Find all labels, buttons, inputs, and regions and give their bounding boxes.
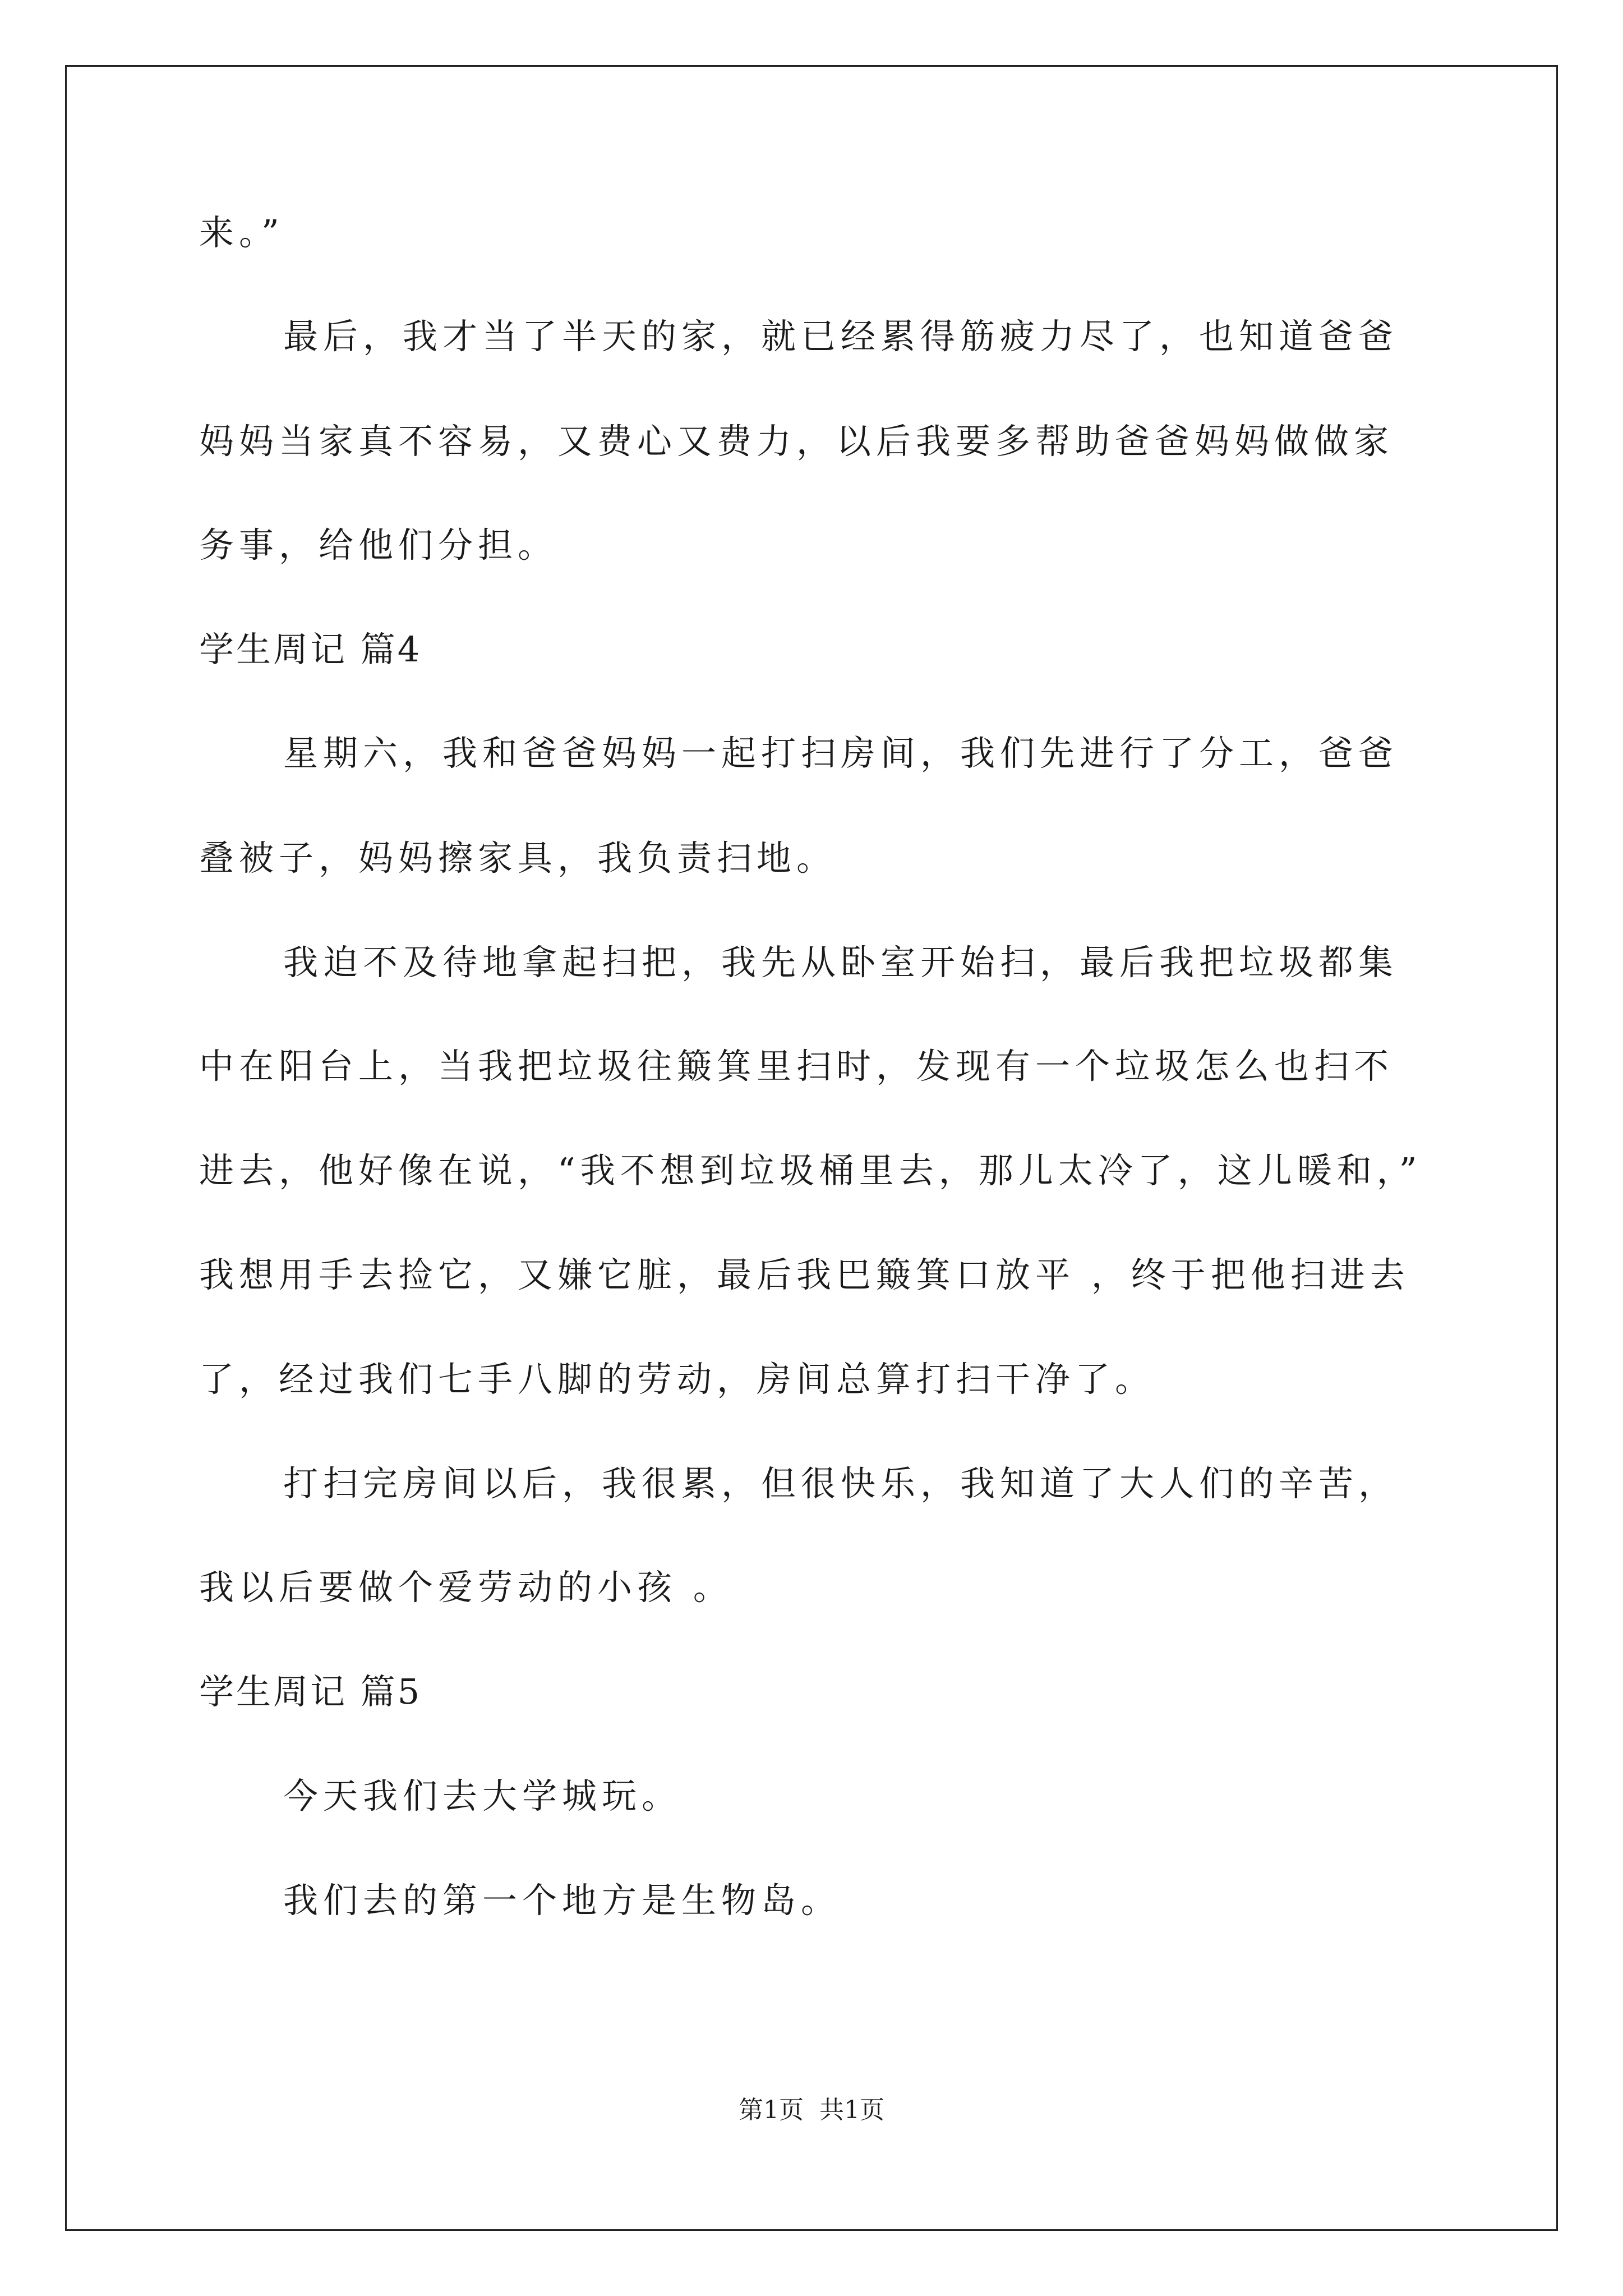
paragraph-line: 来。” <box>199 212 284 253</box>
paragraph-line: 妈妈当家真不容易，又费心又费力，以后我要多帮助爸爸妈妈做做家 <box>199 421 1394 462</box>
paragraph-line: 叠被子，妈妈擦家具，我负责扫地。 <box>199 838 837 878</box>
paragraph-line: 今天我们去大学城玩。 <box>283 1775 682 1816</box>
paragraph-line: 进去，他好像在说，“我不想到垃圾桶里去，那儿太冷了，这儿暖和，” <box>199 1150 1422 1191</box>
page-footer <box>0 2093 1623 2127</box>
paragraph-line: 我以后要做个爱劳动的小孩 。 <box>199 1567 733 1608</box>
paragraph-line: 星期六，我和爸爸妈妈一起打扫房间，我们先进行了分工，爸爸 <box>283 733 1399 774</box>
section-heading: 学生周记 篇5 <box>199 1671 422 1712</box>
paragraph-line: 务事，给他们分担。 <box>199 524 558 565</box>
paragraph-line: 最后，我才当了半天的家，就已经累得筋疲力尽了，也知道爸爸 <box>283 316 1399 357</box>
paragraph-line: 了，经过我们七手八脚的劳动，房间总算打扫干净了。 <box>199 1359 1155 1400</box>
paragraph-line: 打扫完房间以后，我很累，但很快乐，我知道了大人们的辛苦， <box>283 1463 1399 1504</box>
page-total: 共1页 <box>819 2096 884 2124</box>
paragraph-line: 中在阳台上，当我把垃圾往簸箕里扫时，发现有一个垃圾怎么也扫不 <box>199 1046 1394 1087</box>
paragraph-line: 我想用手去捡它，又嫌它脏，最后我巴簸箕口放平 ，终于把他扫进去 <box>199 1254 1410 1295</box>
paragraph-line: 我迫不及待地拿起扫把，我先从卧室开始扫，最后我把垃圾都集 <box>283 942 1399 983</box>
section-heading: 学生周记 篇4 <box>199 629 422 670</box>
paragraph-line: 我们去的第一个地方是生物岛。 <box>283 1880 841 1921</box>
page-number: 第1页 <box>739 2096 804 2124</box>
